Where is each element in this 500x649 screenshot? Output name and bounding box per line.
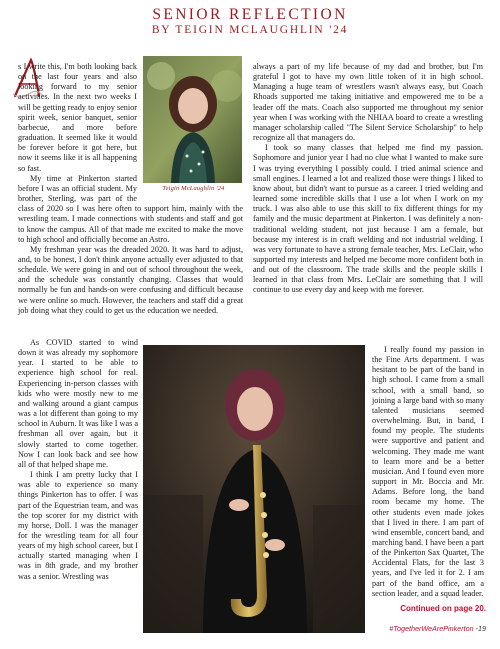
column-left-lower <box>18 338 138 582</box>
paragraph: My time at Pinkerton started before I was an official student. My brother, Sterling, was part of the class of 2020 so I was here often to support him, mainly with the wrestling team. I made connections with students and staff and got to know the campus. All of that made me excited to make the move to high school and officially become an Astro. <box>18 173 243 244</box>
paragraph: s I write this, I'm both looking back on the last four years and also looking forward to my senior activities. In the next two weeks I will be getting ready to enjoy senior spirit week, senior banquet, senior barbecue, and more before graduation. It seemed like it would be forever before it got here, but now it seems like it is all happening so fast. <box>18 62 137 173</box>
article-title: SENIOR REFLECTION <box>152 6 348 23</box>
article-header <box>0 6 500 37</box>
photo-caption: Teigin McLaughlin '24 <box>162 185 225 192</box>
paragraph: As COVID started to wind down it was already my sophomore year. I started to be able to experience high school for real. Experiencing in-person classes with kids who were mostly new to me and walking around a giant campus was a lot different than going to my school in Auburn. It was like I was a freshman all over again, but it slowly started to come together. Now I can look back and see how all of that helped shape me. <box>18 338 138 469</box>
portrait-photo <box>143 56 242 183</box>
paragraph: My freshman year was the dreaded 2020. It was hard to adjust, and, to be honest, I don't think anyone actually ever adjusted to that schedule. We were going in and out of school throughout the week, and the schedule was constantly changing. Classes that would normally be fun and hands-on were confusing and difficult because we were online so much. However, the teachers and staff did a great job doing what they could to get us the education we needed. <box>18 244 243 315</box>
continued-note: Continued on page 20. <box>400 604 486 613</box>
article-byline: BY TEIGIN MCLAUGHLIN '24 <box>151 24 349 36</box>
footer-hashtag: #TogetherWeArePinkerton <box>389 624 474 633</box>
paragraph: I think I am pretty lucky that I was able to experience so many things Pinkerton has to offer. I was part of the Equestrian team, and was the top scorer for my district with my horse, Doll. I was the manager for the wrestling team for all four years of my high school career, but I actually started managing when I was in 8th grade, and my brother was a senior. Wrestling was <box>18 470 138 581</box>
column-right <box>253 62 483 296</box>
page-footer <box>389 624 486 633</box>
page-number: -19 <box>475 624 486 633</box>
column-right-lower <box>372 345 484 599</box>
paragraph: I really found my passion in the Fine Arts department. I was hesitant to be part of the band in high school. I came from a small school, with a small band, so joining a large band with so many talented musicians seemed overwhelming. But, in band, I found my people. The students were supportive and patient and welcoming. They made me want to learn more and be a better musician. And I found even more support in Mr. Boccia and Mr. Adams. Before long, the band room became my home. The other students even made jokes that I lived in there. I am part of wind ensemble, concert band, and marching band. I have been a part of the Pinkerton Sax Quartet, The Accidental Flats, for the last 3 years, and I've led it for 2. I am part of the band office, am a section leader, and a squad leader. <box>372 345 484 598</box>
paragraph: always a part of my life because of my dad and brother, but I'm grateful I got to have my own little token of it in high school. Managing a huge team of wrestlers wasn't always easy, but Coach Rhoads supported me taking initiative and empowered me to be a leader off the mats. Coach also supported me throughout my senior year when I was working with the NHIAA board to create a wrestling manager scholarship called "The Silent Service Scholarship" to help recognize all that managers do. <box>253 62 483 143</box>
paragraph: I took so many classes that helped me find my passion. Sophomore and junior year I had no clue what I wanted to make sure I was trying everything I possibly could. I tried animal science and small engines. I learned a lot and realized those were things I liked to know about, but didn't want to pursue as a career. I tried welding and learned some incredible skills that I use a lot when I work on my truck. I was also able to use this skill to fix different things for my family and the music department at Pinkerton. I was definitely a non-traditional welding student, not just because I am a female, but because my interest is in craft welding and not industrial welding. I was very fortunate to have a strong female teacher, Mrs. LeClair, who supported my interests and helped me become more confident both in and out of the classroom. The trade skills and the people skills I learned in that class from Mrs. LeClair are something that I will continue to use every day and keep with me forever. <box>253 143 483 295</box>
saxophone-photo <box>143 345 365 633</box>
